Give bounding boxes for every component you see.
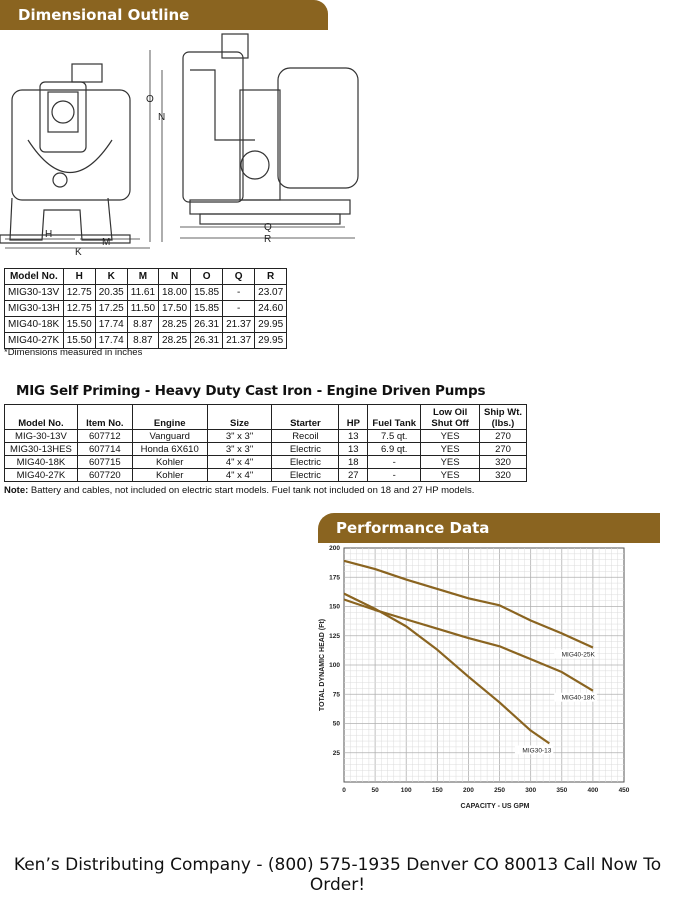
x-tick-label: 100 [400, 787, 412, 794]
pump-note [4, 485, 474, 496]
x-tick-label: 300 [525, 787, 537, 794]
table-cell: 28.25 [159, 333, 191, 349]
table-cell: 15.85 [191, 285, 223, 301]
table-cell: 607720 [77, 469, 132, 482]
dimensions-table [4, 268, 287, 349]
header-cell: Item No. [77, 405, 132, 430]
y-tick-labels [329, 545, 340, 757]
table-cell: 27 [339, 469, 368, 482]
table-cell: - [223, 301, 255, 317]
performance-chart [310, 540, 670, 815]
series-label: MIG40-25K [561, 651, 595, 659]
table-cell: MIG40-18K [5, 317, 64, 333]
table-cell: 29.95 [255, 333, 287, 349]
dimensional-outline-drawing [0, 30, 365, 265]
pump-specs-table [4, 404, 527, 482]
table-cell: Recoil [272, 430, 339, 443]
table-cell: 11.50 [127, 301, 158, 317]
table-cell: Electric [272, 456, 339, 469]
y-tick-label: 150 [329, 603, 340, 611]
header-cell: Size [207, 405, 272, 430]
label-n: N [158, 112, 166, 123]
table-cell: MIG40-18K [5, 456, 78, 469]
label-k: K [75, 247, 82, 258]
performance-banner [318, 513, 660, 543]
header-cell: HP [339, 405, 368, 430]
header-cell: Engine [132, 405, 207, 430]
table-cell: - [368, 469, 421, 482]
dimensions-header-row [5, 269, 287, 285]
table-cell: Electric [272, 469, 339, 482]
header-cell: Low Oil Shut Off [421, 405, 480, 430]
label-h: H [45, 229, 53, 240]
table-cell: 7.5 qt. [368, 430, 421, 443]
table-cell: MIG40-27K [5, 333, 64, 349]
table-cell: YES [421, 430, 480, 443]
table-cell: 18 [339, 456, 368, 469]
table-cell: Honda 6X610 [132, 443, 207, 456]
table-cell: 20.35 [95, 285, 127, 301]
table-cell: 320 [480, 469, 527, 482]
table-cell: 4" x 4" [207, 456, 272, 469]
table-cell: 607715 [77, 456, 132, 469]
table-cell: Electric [272, 443, 339, 456]
y-tick-label: 100 [329, 662, 340, 669]
table-cell: Vanguard [132, 430, 207, 443]
table-cell: 21.37 [223, 317, 255, 333]
dimensions-table-body [5, 285, 287, 349]
table-cell: MIG30-13HES [5, 443, 78, 456]
header-cell: O [191, 269, 223, 285]
performance-title: Performance Data [336, 519, 490, 537]
label-m: M [102, 237, 111, 248]
y-tick-label: 200 [329, 545, 340, 552]
table-cell: 17.50 [159, 301, 191, 317]
x-axis-label: CAPACITY - US GPM [460, 803, 530, 810]
table-cell: 13 [339, 430, 368, 443]
table-cell: 12.75 [63, 301, 95, 317]
y-tick-label: 75 [332, 691, 340, 699]
table-cell: - [368, 456, 421, 469]
table-cell: 15.50 [63, 333, 95, 349]
pump-section-title: MIG Self Priming - Heavy Duty Cast Iron - Engine Driven Pumps [16, 383, 486, 399]
table-cell: 3" x 3" [207, 430, 272, 443]
pump-table-header [5, 405, 527, 430]
table-cell: 15.50 [63, 317, 95, 333]
table-cell: - [223, 285, 255, 301]
table-cell: MIG-30-13V [5, 430, 78, 443]
header-cell: Model No. [5, 269, 64, 285]
table-cell: 23.07 [255, 285, 287, 301]
table-cell: Kohler [132, 456, 207, 469]
table-cell: 17.74 [95, 333, 127, 349]
y-axis-label: TOTAL DYNAMIC HEAD (Ft) [319, 618, 326, 712]
table-cell: MIG30-13V [5, 285, 64, 301]
table-cell: MIG30-13H [5, 301, 64, 317]
y-tick-label: 50 [332, 720, 340, 728]
header-cell: Ship Wt. (lbs.) [480, 405, 527, 430]
label-r: R [264, 234, 272, 245]
y-tick-label: 125 [329, 632, 340, 640]
header-cell: M [127, 269, 158, 285]
header-cell: Starter [272, 405, 339, 430]
label-o: O [146, 94, 154, 105]
series-label: MIG40-18K [561, 694, 595, 702]
table-row [5, 456, 527, 469]
header-cell: N [159, 269, 191, 285]
table-cell: 18.00 [159, 285, 191, 301]
table-cell: 29.95 [255, 317, 287, 333]
table-row [5, 285, 287, 301]
table-cell: 320 [480, 456, 527, 469]
x-tick-label: 350 [556, 787, 568, 794]
table-cell: 607712 [77, 430, 132, 443]
note-label: Note: [4, 485, 29, 496]
y-tick-label: 175 [329, 574, 340, 582]
pump-table-body [5, 430, 527, 482]
table-cell: YES [421, 456, 480, 469]
table-cell: 24.60 [255, 301, 287, 317]
x-tick-label: 50 [371, 787, 379, 794]
table-cell: 3" x 3" [207, 443, 272, 456]
x-tick-label: 400 [587, 787, 599, 794]
table-cell: MIG40-27K [5, 469, 78, 482]
x-tick-label: 200 [463, 787, 474, 794]
table-cell: 8.87 [127, 317, 158, 333]
header-cell: K [95, 269, 127, 285]
table-cell: 11.61 [127, 285, 158, 301]
outline-banner [0, 0, 328, 30]
table-cell: Kohler [132, 469, 207, 482]
table-cell: 12.75 [63, 285, 95, 301]
pump-header-row [5, 405, 527, 430]
table-cell: 607714 [77, 443, 132, 456]
header-cell: R [255, 269, 287, 285]
table-cell: 4" x 4" [207, 469, 272, 482]
table-cell: 28.25 [159, 317, 191, 333]
table-cell: 17.74 [95, 317, 127, 333]
series-label: MIG30-13 [522, 747, 552, 755]
header-cell: Model No. [5, 405, 78, 430]
table-row [5, 430, 527, 443]
header-cell: H [63, 269, 95, 285]
y-tick-label: 25 [332, 749, 340, 757]
x-tick-label: 150 [431, 787, 443, 794]
table-cell: 21.37 [223, 333, 255, 349]
table-cell: 26.31 [191, 317, 223, 333]
chart-grid [344, 548, 624, 782]
table-cell: 8.87 [127, 333, 158, 349]
table-row [5, 443, 527, 456]
table-cell: YES [421, 443, 480, 456]
x-tick-labels [342, 787, 630, 794]
label-q: Q [264, 222, 272, 233]
table-cell: 270 [480, 443, 527, 456]
x-tick-label: 0 [342, 787, 346, 794]
x-tick-label: 250 [494, 787, 505, 794]
dimensions-note: *Dimensions measured in inches [4, 347, 143, 358]
table-row [5, 317, 287, 333]
table-cell: 17.25 [95, 301, 127, 317]
header-cell: Fuel Tank [368, 405, 421, 430]
x-tick-label: 450 [618, 787, 630, 794]
table-cell: 15.85 [191, 301, 223, 317]
dimensions-table-header [5, 269, 287, 285]
table-cell: 13 [339, 443, 368, 456]
table-row [5, 301, 287, 317]
table-row [5, 469, 527, 482]
note-text: Battery and cables, not included on electric start models. Fuel tank not included on 18 and 27 HP models. [28, 485, 475, 496]
table-cell: 26.31 [191, 333, 223, 349]
table-cell: 270 [480, 430, 527, 443]
outline-title: Dimensional Outline [18, 6, 190, 24]
table-cell: 6.9 qt. [368, 443, 421, 456]
footer-contact: Ken’s Distributing Company - (800) 575-1935 Denver CO 80013 Call Now To Order! [13, 855, 662, 895]
header-cell: Q [223, 269, 255, 285]
table-cell: YES [421, 469, 480, 482]
